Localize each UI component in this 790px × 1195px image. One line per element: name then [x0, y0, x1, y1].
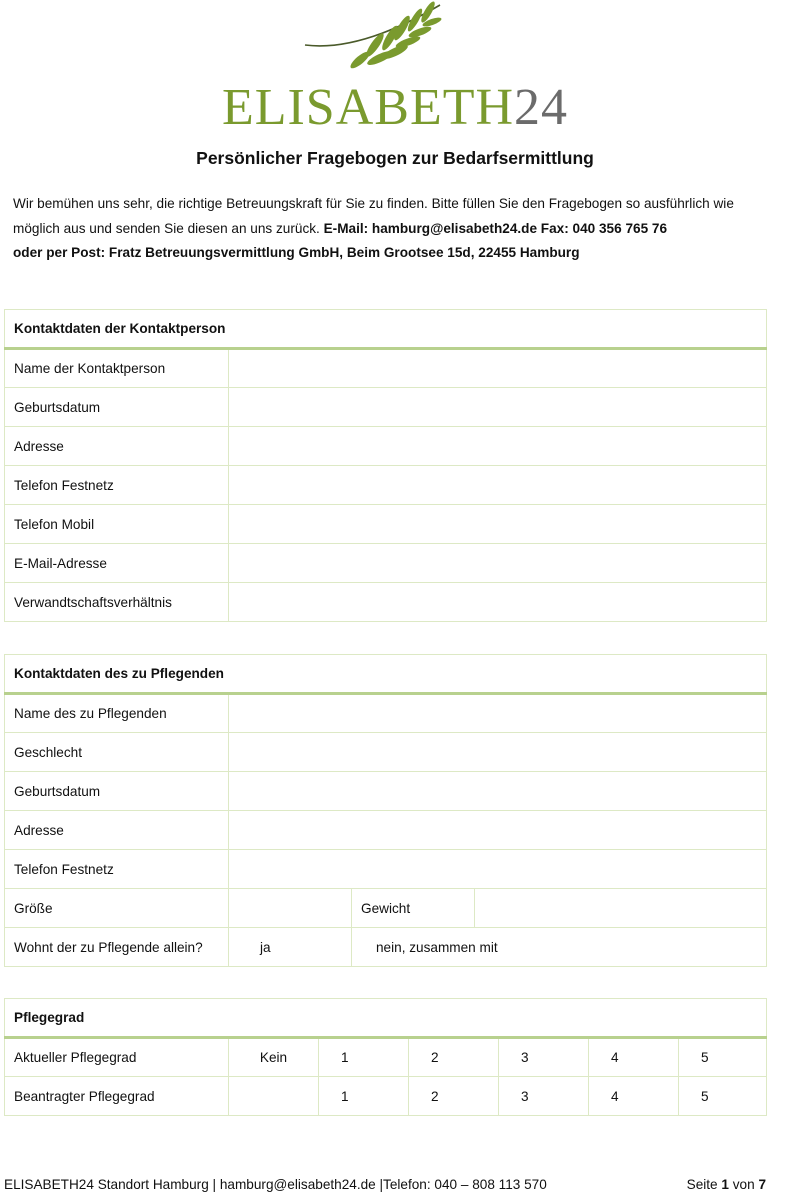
- requested-level-option[interactable]: 5: [679, 1077, 767, 1116]
- requested-level-option[interactable]: 3: [499, 1077, 589, 1116]
- patient-name-input[interactable]: [229, 694, 767, 733]
- patient-table: [4, 654, 767, 967]
- field-label: Geburtsdatum: [5, 388, 229, 427]
- current-level-option[interactable]: 4: [589, 1038, 679, 1077]
- care-level-heading: Pflegegrad: [5, 999, 767, 1038]
- intro-sentence: Wir bemühen uns sehr, die richtige Betreuungskraft für Sie zu finden. Bitte füllen Sie den Fragebogen so ausführlich wie möglich aus und senden Sie diesen an uns zurück.: [13, 196, 734, 236]
- size-label: Größe: [5, 889, 229, 928]
- page-number: [687, 1177, 766, 1192]
- lives-alone-label: Wohnt der zu Pflegende allein?: [5, 928, 229, 967]
- contact-birthdate-input[interactable]: [229, 388, 767, 427]
- requested-level-spacer: [229, 1077, 319, 1116]
- page-current: 1: [721, 1177, 729, 1192]
- patient-heading: Kontaktdaten des zu Pflegenden: [5, 655, 767, 694]
- current-level-option[interactable]: 5: [679, 1038, 767, 1077]
- logo-name: ELISABETH: [221, 79, 515, 136]
- logo: [0, 0, 790, 140]
- lives-alone-yes-option[interactable]: ja: [229, 928, 352, 967]
- patient-landline-input[interactable]: [229, 850, 767, 889]
- requested-level-option[interactable]: 1: [319, 1077, 409, 1116]
- logo-wordmark: [0, 80, 790, 136]
- field-label: E-Mail-Adresse: [5, 544, 229, 583]
- field-label: Telefon Festnetz: [5, 850, 229, 889]
- patient-birthdate-input[interactable]: [229, 772, 767, 811]
- intro-postal: oder per Post: Fratz Betreuungsvermittlung GmbH, Beim Grootsee 15d, 22455 Hamburg: [13, 245, 580, 260]
- patient-gender-input[interactable]: [229, 733, 767, 772]
- page-title: Persönlicher Fragebogen zur Bedarfsermittlung: [196, 148, 594, 168]
- intro-contact: E-Mail: hamburg@elisabeth24.de Fax: 040 356 765 76: [323, 220, 668, 236]
- contact-email-input[interactable]: [229, 544, 767, 583]
- field-label: Geschlecht: [5, 733, 229, 772]
- intro-text: [13, 192, 783, 266]
- requested-level-label: Beantragter Pflegegrad: [5, 1077, 229, 1116]
- lives-alone-no-option[interactable]: nein, zusammen mit: [352, 928, 767, 967]
- requested-level-option[interactable]: 4: [589, 1077, 679, 1116]
- contact-person-heading: Kontaktdaten der Kontaktperson: [5, 310, 767, 349]
- patient-address-input[interactable]: [229, 811, 767, 850]
- page-footer: [4, 1177, 766, 1192]
- field-label: Adresse: [5, 427, 229, 466]
- field-label: Name der Kontaktperson: [5, 349, 229, 388]
- current-level-label: Aktueller Pflegegrad: [5, 1038, 229, 1077]
- page-of: von: [732, 1177, 755, 1192]
- page-total: 7: [758, 1177, 766, 1192]
- field-label: Verwandtschaftsverhältnis: [5, 583, 229, 622]
- contact-landline-input[interactable]: [229, 466, 767, 505]
- field-label: Telefon Festnetz: [5, 466, 229, 505]
- weight-label: Gewicht: [352, 889, 475, 928]
- patient-weight-input[interactable]: [475, 889, 767, 928]
- contact-name-input[interactable]: [229, 349, 767, 388]
- field-label: Adresse: [5, 811, 229, 850]
- contact-mobile-input[interactable]: [229, 505, 767, 544]
- current-level-option[interactable]: 1: [319, 1038, 409, 1077]
- current-level-option[interactable]: 2: [409, 1038, 499, 1077]
- contact-person-table: [4, 309, 767, 622]
- logo-number: 24: [514, 79, 569, 136]
- page-prefix: Seite: [686, 1177, 718, 1192]
- care-level-table: [4, 998, 767, 1116]
- patient-size-input[interactable]: [229, 889, 352, 928]
- field-label: Name des zu Pflegenden: [5, 694, 229, 733]
- current-level-none-option[interactable]: Kein: [229, 1038, 319, 1077]
- field-label: Telefon Mobil: [5, 505, 229, 544]
- contact-address-input[interactable]: [229, 427, 767, 466]
- olive-branch-icon: [300, 0, 450, 80]
- footer-contact: ELISABETH24 Standort Hamburg | hamburg@elisabeth24.de |Telefon: 040 – 808 113 570: [4, 1177, 547, 1192]
- field-label: Geburtsdatum: [5, 772, 229, 811]
- requested-level-option[interactable]: 2: [409, 1077, 499, 1116]
- contact-relationship-input[interactable]: [229, 583, 767, 622]
- current-level-option[interactable]: 3: [499, 1038, 589, 1077]
